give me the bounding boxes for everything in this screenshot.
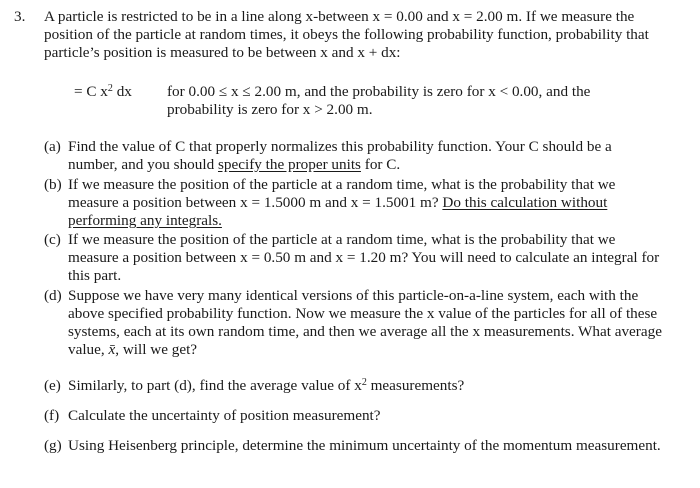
formula-pre: = C x [74,83,108,100]
part-d-text-2: , will we get? [115,341,198,358]
part-b-underlined: Do this calculation without performing any integrals. [68,194,608,229]
part-a-underlined: specify the proper units [217,156,361,173]
part-e-text [68,377,664,395]
part-c-label: (c) [44,231,61,248]
part-a-label: (a) [44,138,61,155]
part-b-label: (b) [44,176,62,193]
part-d-text [68,287,664,359]
part-d-text-1: Suppose we have very many identical versions of this particle-on-a-line system, each with the above specified probability function. Now we measure the x value of the particles for all of these systems, each at its own random time, and then we average all the x measurements. What average value, [68,287,662,358]
question-intro: A particle is restricted to be in a line along x-between x = 0.00 and x = 2.00 m. If we measure the position of the particle at random times, it obeys the following probability function, probability that particle’s position is measured to be between x and x + dx: [44,8,649,61]
formula-exponent: 2 [107,83,113,94]
probability-formula [74,83,132,101]
part-a-text-1: Find the value of C that properly normalizes this probability function. Your C should be a number, and you should [68,138,612,173]
part-f-label: (f) [44,407,60,424]
part-g-text: Using Heisenberg principle, determine the minimum uncertainty of the momentum measurement. [68,437,661,454]
part-e-text-2: measurements? [366,377,465,394]
formula-condition: for 0.00 ≤ x ≤ 2.00 m, and the probability is zero for x < 0.00, and the probability is zero for x > 2.00 m. [167,83,591,118]
part-a-text-2: for C. [360,156,401,173]
question-number: 3. [14,8,26,25]
part-b-text-1: If we measure the position of the particle at a random time, what is the probability that we measure a position between x = 1.5000 m and x = 1.5001 m? [68,176,616,211]
formula-post: dx [112,83,132,100]
part-e-label: (e) [44,377,61,394]
part-a-text [68,138,664,174]
part-g-label: (g) [44,437,62,454]
x-bar-symbol: x̄ [108,341,116,358]
part-f-text: Calculate the uncertainty of position measurement? [68,407,381,424]
part-c-text: If we measure the position of the particle at a random time, what is the probability that we measure a position between x = 0.50 m and x = 1.20 m? You will need to calculate an integral for this part. [68,231,660,284]
part-d-label: (d) [44,287,62,304]
part-b-text [68,176,664,230]
part-e-text-1: Similarly, to part (d), find the average value of x [68,377,362,394]
part-e-exponent: 2 [361,377,367,388]
